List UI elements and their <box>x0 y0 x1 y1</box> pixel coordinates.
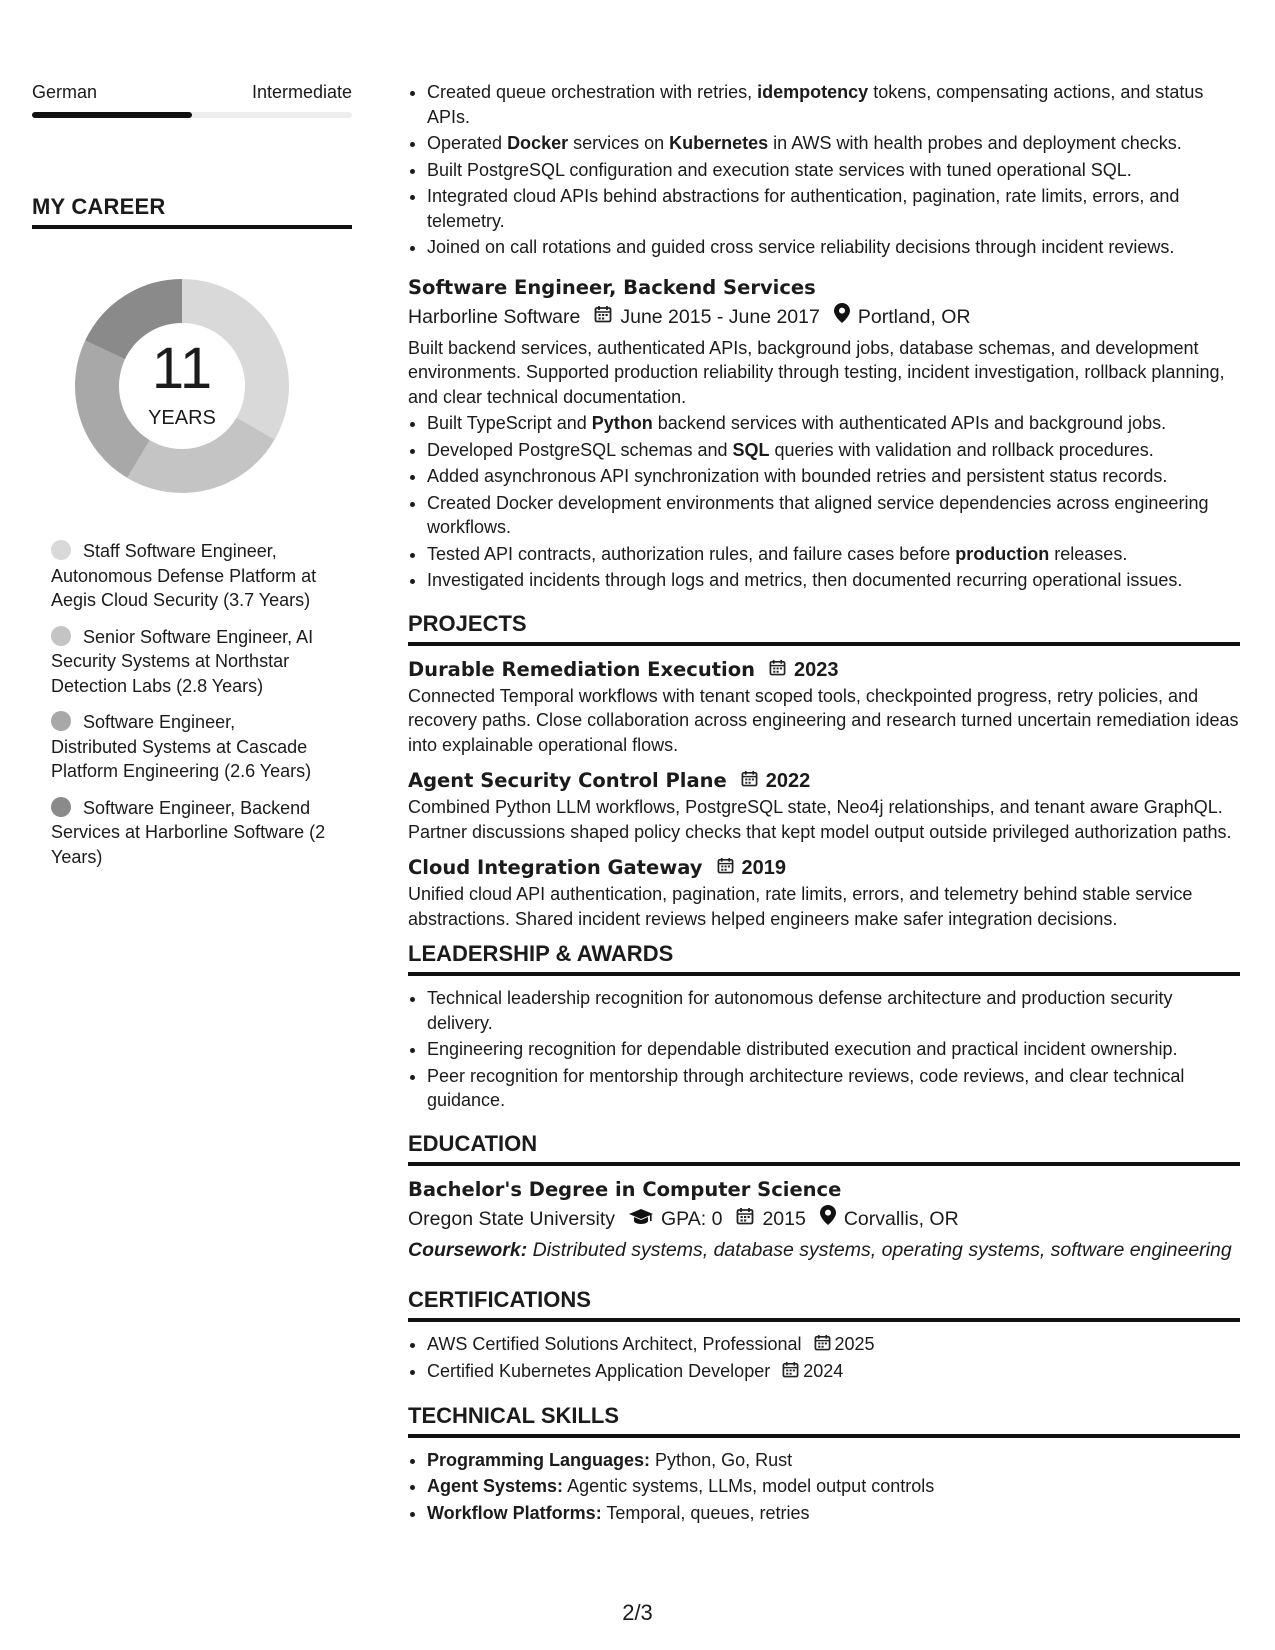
education-school: Oregon State University <box>408 1207 616 1230</box>
bullet-text: Added asynchronous API synchronization with bounded retries and persistent status records. <box>427 466 1168 486</box>
certification-year: 2024 <box>803 1361 844 1381</box>
certification-item <box>427 1359 1240 1385</box>
skill-value: Agentic systems, LLMs, model output controls <box>567 1476 935 1496</box>
job-dates: June 2015 - June 2017 <box>620 305 820 328</box>
legend-label: Staff Software Engineer, Autonomous Defense Platform at Aegis Cloud Security (3.7 Years) <box>51 541 317 610</box>
bullet-item <box>427 184 1240 233</box>
job-company: Harborline Software <box>408 305 581 328</box>
certification-name: Certified Kubernetes Application Developer <box>427 1361 771 1381</box>
legend-dot <box>51 626 71 646</box>
career-legend-item <box>51 539 326 613</box>
coursework-text: Distributed systems, database systems, operating systems, software engineering <box>532 1238 1232 1261</box>
education-meta <box>408 1204 1240 1234</box>
project-description: Unified cloud API authentication, pagination, rate limits, errors, and telemetry behind stable service abstractions. Shared incident reviews helped engineers make safer integration decisions. <box>408 884 1193 929</box>
career-legend-item <box>51 710 326 784</box>
bullet-text: Python <box>591 413 653 433</box>
bullet-text: Kubernetes <box>669 133 769 153</box>
bullet-text: Built TypeScript and <box>427 413 592 433</box>
main-content <box>408 80 1240 1527</box>
education-gpa: GPA: 0 <box>661 1207 723 1230</box>
donut-slice <box>138 429 255 472</box>
calendar-icon <box>717 854 734 882</box>
bullet-text: Created Docker development environments that aligned service dependencies across engineering workflows. <box>427 492 1209 537</box>
skill-item <box>427 1448 1240 1473</box>
project-title-row <box>408 767 1240 795</box>
leadership-item: • Engineering recognition for dependable distributed execution and practical incident ownership. <box>427 1037 1240 1062</box>
language-proficiency-bar <box>32 112 352 118</box>
bullet-text: queries with validation and rollback procedures. <box>769 439 1154 460</box>
project-title: Durable Remediation Execution <box>408 657 756 681</box>
job-summary: Built backend services, authenticated APIs, background jobs, database schemas, and development environments. Supported production reliability through testing, incident investigation, rollback planning, and clear technical documentation. <box>408 337 1225 407</box>
skills-list <box>408 1448 1240 1526</box>
coursework-label: Coursework: <box>408 1238 528 1261</box>
project-year: 2022 <box>765 770 811 792</box>
education-coursework <box>408 1238 1240 1263</box>
project-item <box>408 854 1240 931</box>
bullet-text: Investigated incidents through logs and metrics, then documented recurring operational issues. <box>427 570 1183 590</box>
leadership-item: • Peer recognition for mentorship through architecture reviews, code reviews, and clear technical guidance. <box>427 1064 1240 1113</box>
job-meta <box>408 302 1240 332</box>
certifications-list <box>408 1332 1240 1385</box>
career-years-unit: YEARS <box>148 407 216 429</box>
skill-value: Python, Go, Rust <box>655 1449 793 1470</box>
bullet-item <box>427 80 1240 129</box>
leadership-item: • Technical leadership recognition for autonomous defense architecture and production security delivery. <box>427 986 1240 1035</box>
project-year: 2023 <box>794 658 839 681</box>
career-donut-chart <box>67 271 297 501</box>
legend-dot <box>51 711 71 731</box>
bullet-text: Created queue orchestration with retries, <box>427 82 758 102</box>
sidebar <box>32 80 352 881</box>
bullet-item <box>427 235 1240 260</box>
calendar-icon <box>594 302 612 332</box>
bullet-text: Integrated cloud APIs behind abstractions for authentication, pagination, rate limits, errors, and telemetry. <box>427 186 1180 231</box>
certification-name: AWS Certified Solutions Architect, Professional <box>427 1333 802 1354</box>
skill-label: Workflow Platforms: <box>427 1502 602 1523</box>
language-level: Intermediate <box>251 82 352 102</box>
location-pin-icon <box>820 1204 836 1234</box>
skills-heading: TECHNICAL SKILLS <box>408 1403 1240 1438</box>
bullet-item <box>427 411 1240 436</box>
career-legend-item <box>51 796 326 870</box>
projects-list <box>408 656 1240 932</box>
legend-label: Software Engineer, Distributed Systems at Cascade Platform Engineering (2.6 Years) <box>51 712 312 781</box>
bullet-item <box>427 542 1240 567</box>
project-title-row <box>408 854 1240 882</box>
bullet-text: idempotency <box>757 82 869 102</box>
leadership-list <box>408 986 1240 1113</box>
project-title-row <box>408 656 1240 684</box>
bullet-text: in AWS with health probes and deployment checks. <box>768 133 1182 153</box>
calendar-icon <box>814 1333 831 1358</box>
language-proficiency-fill <box>32 112 192 118</box>
skill-item <box>427 1501 1240 1526</box>
bullet-text: Joined on call rotations and guided cross service reliability decisions through incident reviews. <box>427 237 1175 257</box>
bullet-text: tokens, compensating actions, and status APIs. <box>427 82 1204 127</box>
education-location: Corvallis, OR <box>843 1207 959 1230</box>
skill-label: Agent Systems: <box>427 1476 564 1496</box>
bullet-item <box>427 131 1240 156</box>
language-name: German <box>32 82 98 102</box>
bullet-item <box>427 491 1240 540</box>
project-description: Combined Python LLM workflows, PostgreSQL state, Neo4j relationships, and tenant aware GraphQL. Partner discussions shaped policy checks that kept model output outside privileged authorization paths. <box>408 797 1232 842</box>
bullet-item <box>427 568 1240 593</box>
calendar-icon <box>769 656 786 684</box>
skill-item <box>427 1474 1240 1499</box>
legend-dot <box>51 797 71 817</box>
skill-value: Temporal, queues, retries <box>606 1502 810 1523</box>
bullet-text: Developed PostgreSQL schemas and <box>427 439 733 460</box>
graduation-cap-icon <box>629 1204 653 1234</box>
calendar-icon <box>736 1204 754 1234</box>
bullet-text: Tested API contracts, authorization rules, and failure cases before <box>427 543 956 564</box>
leadership-heading: LEADERSHIP & AWARDS <box>408 941 1240 976</box>
legend-dot <box>51 540 71 560</box>
bullet-item <box>427 438 1240 463</box>
certification-item <box>427 1332 1240 1358</box>
education-heading: EDUCATION <box>408 1131 1240 1166</box>
project-description: Connected Temporal workflows with tenant scoped tools, checkpointed progress, retry policies, and recovery paths. Close collaboration across engineering and research turned uncertain remediation ideas into explainable operational flows. <box>408 685 1239 755</box>
education-year: 2015 <box>762 1207 806 1230</box>
projects-heading: PROJECTS <box>408 611 1240 646</box>
project-title: Cloud Integration Gateway <box>408 856 703 879</box>
certifications-heading: CERTIFICATIONS <box>408 1287 1240 1322</box>
career-heading: MY CAREER <box>32 194 352 229</box>
language-row <box>32 80 352 104</box>
bullet-text: production <box>955 543 1050 564</box>
job-location: Portland, OR <box>857 305 971 328</box>
job-bullets <box>408 411 1240 593</box>
bullet-text: services on <box>568 133 670 153</box>
location-pin-icon <box>834 302 850 332</box>
bullet-item <box>427 464 1240 489</box>
page-number: 2/3 <box>622 1600 653 1625</box>
skill-label: Programming Languages: <box>427 1449 651 1470</box>
career-legend <box>51 539 326 869</box>
bullet-text: Docker <box>507 133 569 153</box>
bullet-text: releases. <box>1049 543 1128 564</box>
project-year: 2019 <box>741 857 787 879</box>
bullet-text: Operated <box>427 133 508 153</box>
project-item <box>408 767 1240 844</box>
project-item <box>408 656 1240 758</box>
education-degree: Bachelor's Degree in Computer Science <box>408 1177 842 1201</box>
career-legend-item <box>51 625 326 699</box>
legend-label: Senior Software Engineer, AI Security Systems at Northstar Detection Labs (2.8 Years) <box>51 626 314 696</box>
career-total-years: 11 <box>151 336 213 401</box>
bullet-item <box>427 158 1240 183</box>
legend-label: Software Engineer, Backend Services at Harborline Software (2 Years) <box>51 797 326 867</box>
bullet-text: backend services with authenticated APIs and background jobs. <box>652 413 1167 433</box>
previous-job-bullets <box>408 80 1240 260</box>
project-title: Agent Security Control Plane <box>408 769 727 792</box>
job-title: Software Engineer, Backend Services <box>408 275 816 299</box>
certification-year: 2025 <box>834 1333 875 1354</box>
bullet-text: Built PostgreSQL configuration and execution state services with tuned operational SQL. <box>427 159 1132 180</box>
calendar-icon <box>741 767 758 795</box>
bullet-text: SQL <box>732 439 770 460</box>
calendar-icon <box>782 1360 799 1385</box>
